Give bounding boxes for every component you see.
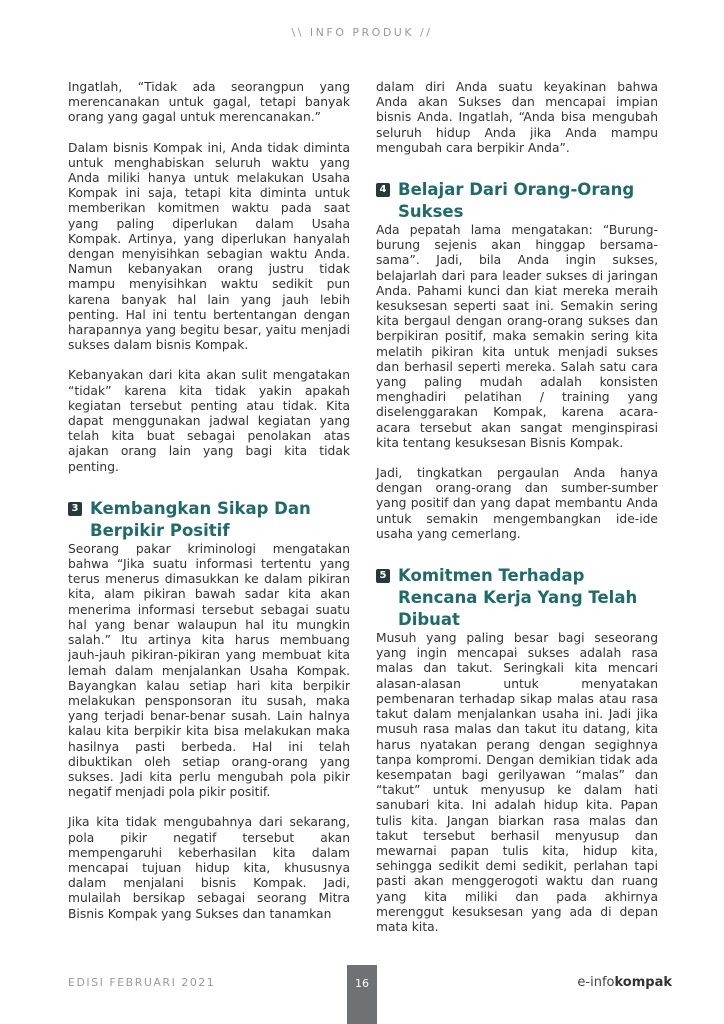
- paragraph: Seorang pakar kriminologi mengatakan bahwa “Jika suatu informasi tertentu yang terus menerus dimasukkan ke dalam pikiran kita, alam pikiran bawah sadar kita akan menerima informasi tersebut sebagai suatu hal yang benar walaupun hal itu mungkin salah.” Itu artinya kita harus membuang jauh-jauh pikiran-pikiran yang membuat kita lemah dalam menjalankan Usaha Kompak. Bayangkan kalau setiap hari kita berpikir melakukan pensponsoran itu susah, maka yang terjadi benar-benar susah. Lain halnya kalau kita berpikir kita bisa melakukan maka hasilnya pasti berbeda. Hal ini telah dibuktikan oleh setiap orang-orang yang sukses. Jadi kita perlu mengubah pola pikir negatif menjadi pola pikir positif.: [68, 541, 350, 800]
- paragraph: dalam diri Anda suatu keyakinan bahwa Anda akan Sukses dan mencapai impian bisnis Anda. Ingatlah, “Anda bisa mengubah seluruh hidup Anda jika Anda mampu mengubah cara berpikir Anda”.: [376, 80, 658, 155]
- section-title: Belajar Dari Orang-Orang Sukses: [398, 180, 635, 222]
- page-number: 16: [355, 977, 369, 990]
- paragraph: Ingatlah, “Tidak ada seorangpun yang merencanakan untuk gagal, tetapi banyak orang yang gagal untuk merencanakan.”: [68, 80, 350, 125]
- paragraph: Musuh yang paling besar bagi seseorang yang ingin mencapai sukses adalah rasa malas dan takut. Seringkali kita mencari alasan-alasan untuk menyatakan pembenaran terhadap sikap malas atau rasa takut dalam menjalankan usaha ini. Jadi jika musuh rasa malas dan takut itu datang, kita harus nyatakan perang dengan segighnya tanpa kompromi. Dengan demikian tidak ada kesempatan bagi gerilyawan “malas” dan “takut” untuk menyusup ke dalam hati sanubari kita. Ini adalah hidup kita. Papan tulis kita. Jangan biarkan rasa malas dan takut tersebut berhasil menyusup dan mewarnai papan tulis kita, hidup kita, sehingga sedikit demi sedikit, perlahan tapi pasti akan menggerogoti waktu dan ruang yang kita miliki dan pada akhirnya merenggut kesuksesan yang ada di depan mata kita.: [376, 631, 658, 934]
- section-heading-5: [376, 565, 658, 631]
- section-heading-4: [376, 179, 658, 223]
- section-number-badge: 3: [68, 502, 82, 516]
- section-header: \\ INFO PRODUK //: [291, 26, 433, 39]
- left-column: [68, 80, 350, 937]
- right-column: [376, 80, 658, 950]
- page-number-tab: [347, 965, 377, 1024]
- paragraph: Dalam bisnis Kompak ini, Anda tidak diminta untuk menghabiskan seluruh waktu yang Anda miliki hanya untuk melakukan Usaha Kompak ini saja, tetapi kita diminta untuk memberikan komitmen waktu pada saat yang paling diperlukan dalam Usaha Kompak. Artinya, yang diperlukan hanyalah dengan menyisihkan sebagian waktu Anda. Namun kebanyakan orang justru tidak mampu menyisihkan waktu sedikit pun karena banyak hal lain yang jauh lebih penting. Hal ini tentu bertentangan dengan harapannya yang begitu besar, yaitu menjadi sukses dalam bisnis Kompak.: [68, 140, 350, 353]
- brand-logo: [577, 975, 672, 990]
- section-number-badge: 5: [376, 569, 390, 583]
- section-heading-3: [68, 498, 350, 542]
- section-number-badge: 4: [376, 183, 390, 197]
- edition-label: EDISI FEBRUARI 2021: [68, 976, 216, 989]
- paragraph: Jika kita tidak mengubahnya dari sekarang, pola pikir negatif tersebut akan mempengaruhi keberhasilan kita dalam mencapai tujuan hidup kita, khususnya dalam menjalani bisnis Kompak. Jadi, mulailah bersikap sebagai seorang Mitra Bisnis Kompak yang Sukses dan tanamkan: [68, 815, 350, 921]
- paragraph: Kebanyakan dari kita akan sulit mengatakan “tidak” karena kita tidak yakin apakah kegiatan tersebut penting atau tidak. Kita dapat menggunakan jadwal kegiatan yang telah kita buat sebagai penolakan atas ajakan orang lain yang bagi kita tidak penting.: [68, 368, 350, 474]
- section-title: Komitmen Terhadap Rencana Kerja Yang Telah Dibuat: [398, 566, 638, 630]
- section-title: Kembangkan Sikap Dan Berpikir Positif: [90, 498, 311, 540]
- paragraph: Ada pepatah lama mengatakan: “Burung-burung sejenis akan hinggap bersama-sama”. Jadi, bila Anda ingin sukses, belajarlah dari para leader sukses di jaringan Anda. Pahami kunci dan kiat mereka meraih kesuksesan seperti saat ini. Semakin sering kita bergaul dengan orang-orang sukses dan berpikiran positif, maka semakin sering kita melatih pikiran kita untuk menjadi sukses dan berhasil seperti mereka. Salah satu cara yang paling mudah adalah konsisten menghadiri pelatihan / training yang diselenggarakan Kompak, karena acara-acara tersebut akan sangat menginspirasi kita tentang kesuksesan Bisnis Kompak.: [376, 223, 658, 450]
- brand-name: kompak: [614, 975, 672, 990]
- paragraph: Jadi, tingkatkan pergaulan Anda hanya dengan orang-orang dan sumber-sumber yang positif dan yang dapat membantu Anda untuk semakin mengembangkan ide-ide usaha yang cemerlang.: [376, 466, 658, 541]
- brand-prefix: e-info: [577, 975, 615, 990]
